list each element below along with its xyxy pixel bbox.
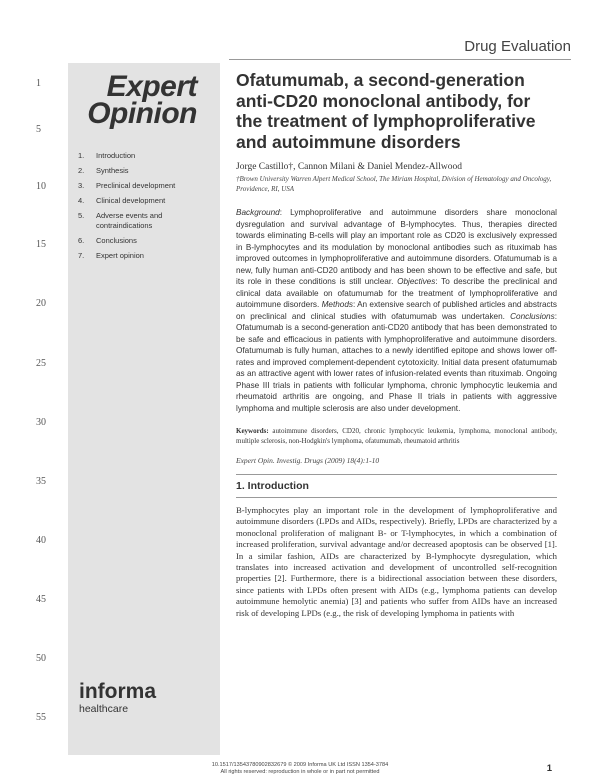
toc-item-label: Introduction: [96, 151, 136, 160]
toc-item[interactable]: [78, 196, 218, 206]
line-number: 50: [36, 653, 46, 664]
abstract-background: : Lymphoproliferative and autoimmune disorders share monoclonal dysregulation and survival advantage of B-lymphocytes. Thus, therapies directed towards eliminating B-cells will play an important role as CD20 is exclusively expressed in B-lymphocytes and its modulation by monoclonal antibodies such as rituximab has improved outcomes in lymphoproliferative and autoimmune disorders. Ofatumumab is a new, fully human anti-CD20 antibody and has been shown to be effective and safe, but its role in these conditions is still unclear.: [236, 208, 557, 286]
keywords-label: Keywords:: [236, 427, 269, 435]
section-heading: 1. Introduction: [236, 480, 309, 492]
footer: [192, 762, 408, 776]
line-number: 55: [36, 712, 46, 723]
top-rule: [229, 59, 571, 60]
abstract-objectives-label: Objectives: [397, 277, 436, 286]
toc-item-label: Clinical development: [96, 196, 166, 205]
toc-item-number: 3.: [78, 181, 85, 190]
abstract-background-label: Background: [236, 208, 280, 217]
toc-item-number: 6.: [78, 236, 85, 245]
publisher-subtitle: healthcare: [79, 703, 129, 715]
logo-line-2: Opinion: [87, 97, 197, 130]
body-paragraph: B-lymphocytes play an important role in the development of lymphoproliferative and autoimmune disorders (LPDs and AIDs, respectively). Briefly, LPDs are characterized by a monoclonal proliferation of malignant B- or T-lymphocytes, in which a combination of increased proliferation, survival advantage and/or decreased apoptosis can be observed [1]. In a similar fashion, AIDs are characterized by B-lymphocyte dysregulation, which translates into increased activation and development of uncontrolled self-recognition properties [2]. Furthermore, there is a bidirectional association between these disorders, since patients with LPDs often present with AIDs (e.g., lymphoma patients can develop autoimmune hemolytic anemia) [3] and patients who suffer from AIDs have an increased risk of developing LPDs (e.g., the risk of developing lymphoma in patients with: [236, 505, 557, 618]
abstract-conclusions-label: Conclusions: [510, 311, 555, 321]
page-number: 1: [546, 763, 552, 774]
toc-item-label: Conclusions: [96, 236, 137, 245]
publisher-logo: [79, 681, 156, 715]
toc-item[interactable]: [78, 151, 218, 161]
line-number: 10: [36, 181, 46, 192]
line-number: 30: [36, 417, 46, 428]
table-of-contents: [78, 151, 218, 266]
keywords: [236, 426, 557, 446]
article-title: Ofatumumab, a second-generation anti-CD20 monoclonal antibody, for the treatment of lymphoproliferative and autoimmune disorders: [236, 70, 536, 152]
section-divider: [236, 497, 557, 498]
keywords-list: autoimmune disorders, CD20, chronic lymphocytic leukemia, lymphoma, monoclonal antibody, multiple sclerosis, non-Hodgkin's lymphoma, ofatumumab, rheumatoid arthritis: [236, 427, 557, 445]
section-divider: [236, 474, 557, 475]
sidebar: [68, 63, 220, 755]
line-number: 20: [36, 298, 46, 309]
line-number: 45: [36, 594, 46, 605]
line-number: 35: [36, 476, 46, 487]
toc-item[interactable]: [78, 181, 218, 191]
toc-item[interactable]: [78, 166, 218, 176]
toc-item-number: 7.: [78, 251, 85, 260]
toc-item[interactable]: [78, 236, 218, 246]
citation: Expert Opin. Investig. Drugs (2009) 18(4):1-10: [236, 456, 380, 465]
line-number: 40: [36, 535, 46, 546]
toc-item-number: 2.: [78, 166, 85, 175]
toc-item-label: Adverse events and contraindications: [96, 211, 163, 230]
article-affiliation: †Brown University Warren Alpert Medical School, The Miriam Hospital, Division of Hematology and Oncology, Providence, RI, USA: [236, 175, 552, 193]
toc-item-label: Expert opinion: [96, 251, 144, 260]
abstract-methods: : An extensive search of published articles and abstracts on preclinical and clinical studies with ofatumumab was undertaken.: [236, 300, 557, 321]
journal-logo: [77, 70, 197, 130]
abstract-conclusions: : Ofatumumab is a second-generation anti-CD20 antibody that has been demonstrated to be safe and efficacious in patients with lymphoproliferative and autoimmune disorders. Ofatumumab is fully human, attaches to a newly identified epitope and shows lower off-rates and improved complement-dependent cytotoxicity. Initial data present ofatumumab as an attractive agent with lower rates of infusion-related events than rituximab. Ongoing Phase III trials in patients with follicular lymphoma, chronic lymphocytic leukemia and rheumatoid arthritis are ongoing, and Phase II trials in patients with aggressive lymphoma and multiple sclerosis are also under development.: [236, 311, 557, 413]
abstract: [236, 207, 557, 414]
article-authors: Jorge Castillo†, Cannon Milani & Daniel Mendez-Allwood: [236, 162, 462, 172]
abstract-methods-label: Methods: [321, 300, 353, 309]
toc-item[interactable]: [78, 211, 218, 231]
toc-item-number: 4.: [78, 196, 85, 205]
article: [236, 70, 557, 619]
abstract-objectives: : To describe the preclinical and clinical data available on ofatumumab for the treatment of lymphoproliferative and autoimmune disorders.: [236, 277, 557, 309]
publisher-name: informa: [79, 680, 157, 703]
line-number: 5: [36, 124, 41, 135]
toc-item-number: 5.: [78, 211, 85, 220]
line-number: 15: [36, 239, 46, 250]
toc-item-label: Synthesis: [96, 166, 129, 175]
footer-doi: 10.1517/13543780902832679 © 2009 Informa UK Ltd ISSN 1354-3784: [211, 762, 389, 768]
logo-line-1: Expert: [106, 70, 197, 103]
toc-item-number: 1.: [78, 151, 85, 160]
line-number: 1: [36, 78, 41, 89]
toc-item-label: Preclinical development: [96, 181, 176, 190]
toc-item[interactable]: [78, 251, 218, 261]
line-number: 25: [36, 358, 46, 369]
footer-rights: All rights reserved: reproduction in whole or in part not permitted: [220, 769, 380, 775]
section-label: Drug Evaluation: [464, 38, 571, 55]
